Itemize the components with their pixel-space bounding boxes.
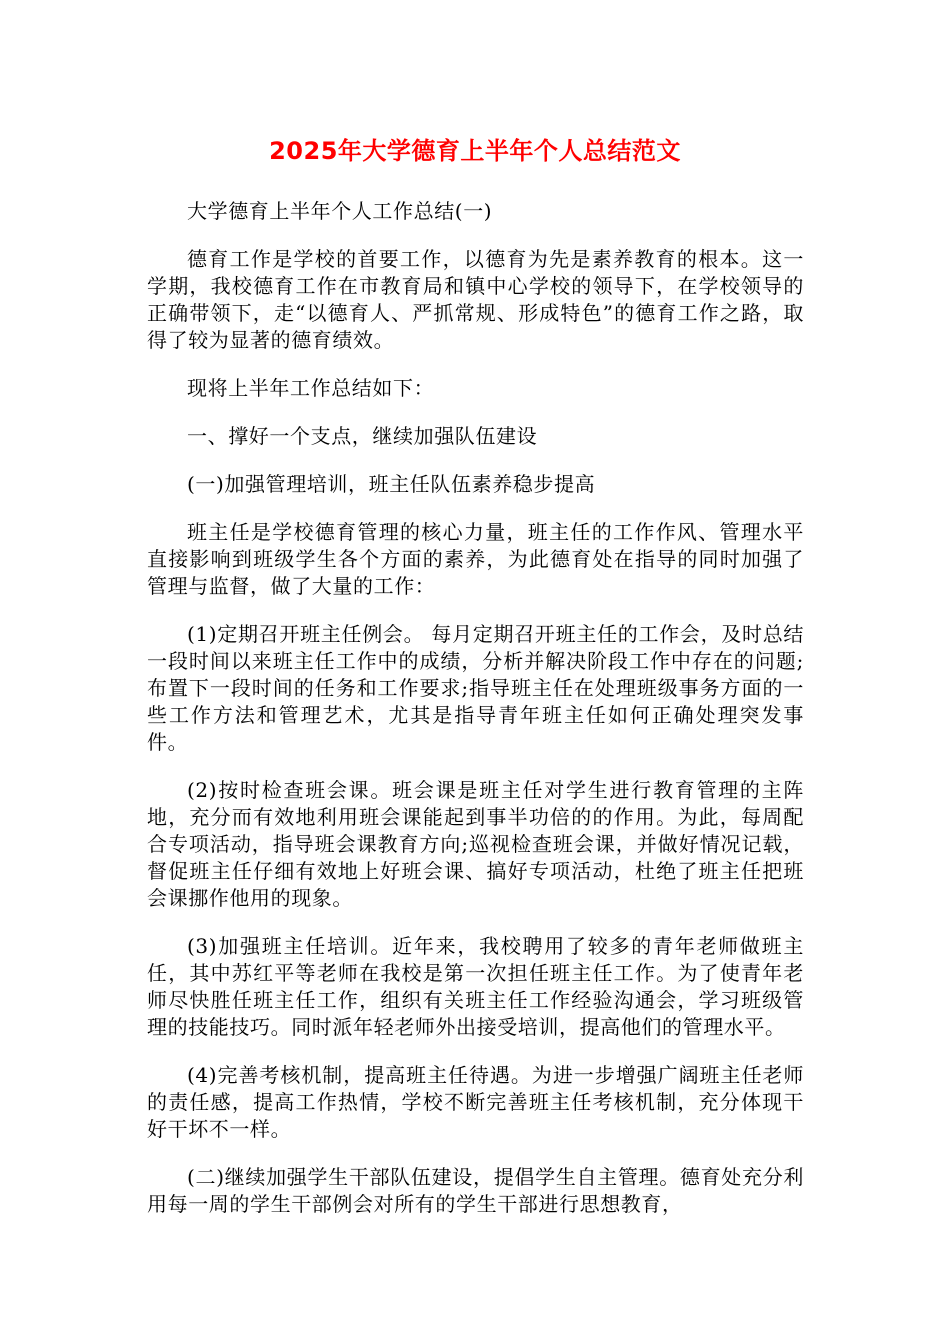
class-teacher-paragraph: 班主任是学校德育管理的核心力量，班主任的工作作风、管理水平直接影响到班级学生各个方面的素养，为此德育处在指导的同时加强了管理与监督，做了大量的工作：: [147, 520, 804, 598]
item-2-paragraph: (2)按时检查班会课。班会课是班主任对学生进行教育管理的主阵地，充分而有效地利用班会课能起到事半功倍的的作用。为此，每周配合专项活动，指导班会课教育方向;巡视检查班会课，并做好情况记载，督促班主任仔细有效地上好班会课、搞好专项活动，杜绝了班主任把班会课挪作他用的现象。: [147, 778, 804, 910]
intro-paragraph: 德育工作是学校的首要工作，以德育为先是素养教育的根本。这一学期，我校德育工作在市教育局和镇中心学校的领导下，在学校领导的正确带领下，走“以德育人、严抓常规、形成特色”的德育工作之路，取得了较为显著的德育绩效。: [147, 247, 804, 352]
item-4-paragraph: (4)完善考核机制，提高班主任待遇。为进一步增强广阔班主任老师的责任感，提高工作热情，学校不断完善班主任考核机制，充分体现干好干坏不一样。: [147, 1063, 804, 1141]
subheading-two-paragraph: (二)继续加强学生干部队伍建设，提倡学生自主管理。德育处充分利用每一周的学生干部例会对所有的学生干部进行思想教育，: [147, 1165, 804, 1216]
section-heading-part-one: 大学德育上半年个人工作总结(一): [187, 199, 493, 223]
heading-section-one: 一、撑好一个支点，继续加强队伍建设: [187, 424, 538, 448]
item-3-paragraph: (3)加强班主任培训。近年来，我校聘用了较多的青年老师做班主任，其中苏红平等老师在我校是第一次担任班主任工作。为了使青年老师尽快胜任班主任工作，组织有关班主任工作经验沟通会，学习班级管理的技能技巧。同时派年轻老师外出接受培训，提高他们的管理水平。: [147, 934, 804, 1039]
document-body: [147, 198, 804, 1239]
subheading-one: (一)加强管理培训，班主任队伍素养稳步提高: [187, 472, 596, 496]
item-1-paragraph: (1)定期召开班主任例会。 每月定期召开班主任的工作会，及时总结一段时间以来班主任工作中的成绩，分析并解决阶段工作中存在的问题;布置下一段时间的任务和工作要求;指导班主任在处理班级事务方面的一些工作方法和管理艺术，尤其是指导青年班主任如何正确处理突发事件。: [147, 622, 804, 754]
summary-lead-paragraph: 现将上半年工作总结如下：: [187, 376, 435, 400]
document-title: 2025年大学德育上半年个人总结范文: [269, 137, 681, 165]
